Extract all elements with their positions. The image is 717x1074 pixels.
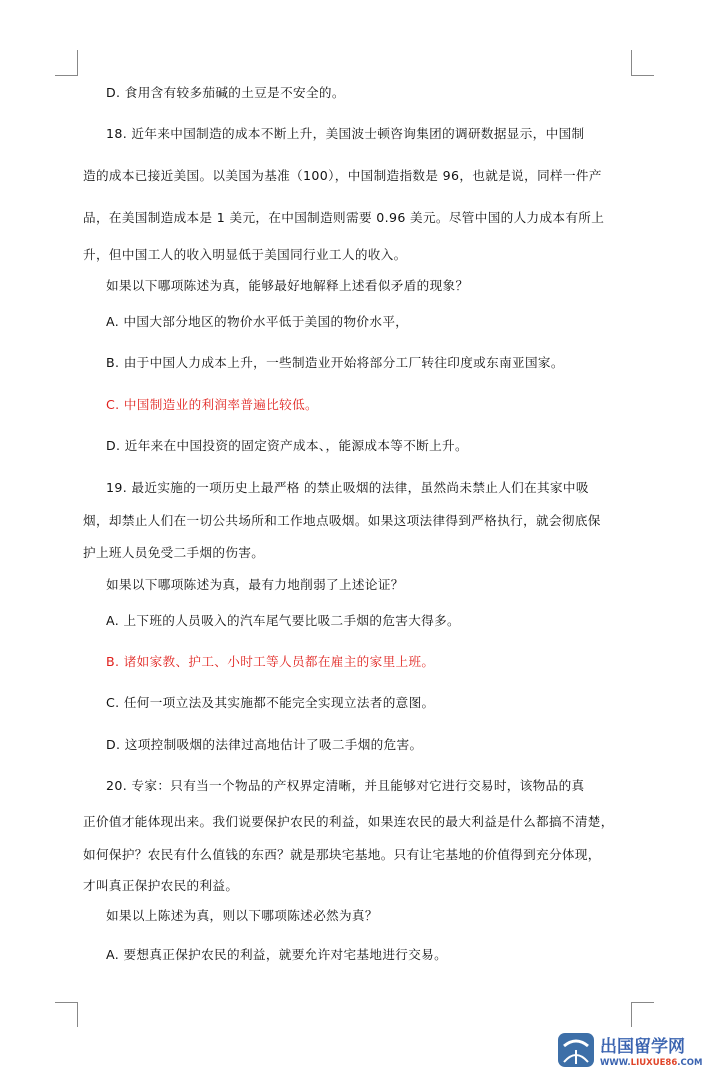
site-logo-watermark [556,1030,716,1070]
question-18-text: 造的成本已接近美国。以美国为基准（100），中国制造指数是 96，也就是说，同样一件产 [83,168,602,183]
question-20-text: 才叫真正保护农民的利益。 [83,878,239,893]
option-b: B. 由于中国人力成本上升，一些制造业开始将部分工厂转往印度或东南亚国家。 [106,355,564,370]
option-a: A. 中国大部分地区的物价水平低于美国的物价水平， [106,314,409,329]
option-c: C. 任何一项立法及其实施都不能完全实现立法者的意图。 [106,695,435,710]
option-b-answer: B. 诸如家教、护工、小时工等人员都在雇主的家里上班。 [106,654,435,669]
question-20-text: 如何保护？农民有什么值钱的东西？就是那块宅基地。只有让宅基地的价值得到充分体现， [83,847,601,862]
option-a: A. 上下班的人员吸入的汽车尾气要比吸二手烟的危害大得多。 [106,613,460,628]
option-c-answer: C. 中国制造业的利润率普遍比较低。 [106,397,319,412]
question-20-text: 正价值才能体现出来。我们说要保护农民的利益，如果连农民的最大利益是什么都搞不清楚， [83,814,614,829]
svg-text:WWW.LIUXUE86.COM: WWW.LIUXUE86.COM [600,1058,703,1068]
question-18-prompt: 如果以下哪项陈述为真，能够最好地解释上述看似矛盾的现象？ [106,278,469,293]
question-19-text: 19. 最近实施的一项历史上最严格 的禁止吸烟的法律，虽然尚未禁止人们在其家中吸 [106,480,589,495]
question-19-text: 护上班人员免受二手烟的伤害。 [83,545,265,560]
question-19-text: 烟，却禁止人们在一切公共场所和工作地点吸烟。如果这项法律得到严格执行，就会彻底保 [83,513,601,528]
option-d: D. 近年来在中国投资的固定资产成本、，能源成本等不断上升。 [106,438,468,453]
option-d: D. 食用含有较多茄碱的土豆是不安全的。 [106,85,345,100]
svg-text:出国留学网: 出国留学网 [600,1037,685,1057]
question-18-text: 升，但中国工人的收入明显低于美国同行业工人的收入。 [83,247,407,262]
question-19-prompt: 如果以下哪项陈述为真，最有力地削弱了上述论证？ [106,577,404,592]
question-20-text: 20. 专家：只有当一个物品的产权界定清晰，并且能够对它进行交易时，该物品的真 [106,778,585,793]
question-20-prompt: 如果以上陈述为真，则以下哪项陈述必然为真？ [106,908,378,923]
question-18-text: 品，在美国制造成本是 1 美元，在中国制造则需要 0.96 美元。尽管中国的人力成本有所上 [83,210,605,225]
option-a: A. 要想真正保护农民的利益，就要允许对宅基地进行交易。 [106,947,448,962]
question-18-text: 18. 近年来中国制造的成本不断上升，美国波士顿咨询集团的调研数据显示，中国制 [106,126,585,141]
option-d: D. 这项控制吸烟的法律过高地估计了吸二手烟的危害。 [106,737,423,752]
globe-logo-icon [556,1030,716,1070]
